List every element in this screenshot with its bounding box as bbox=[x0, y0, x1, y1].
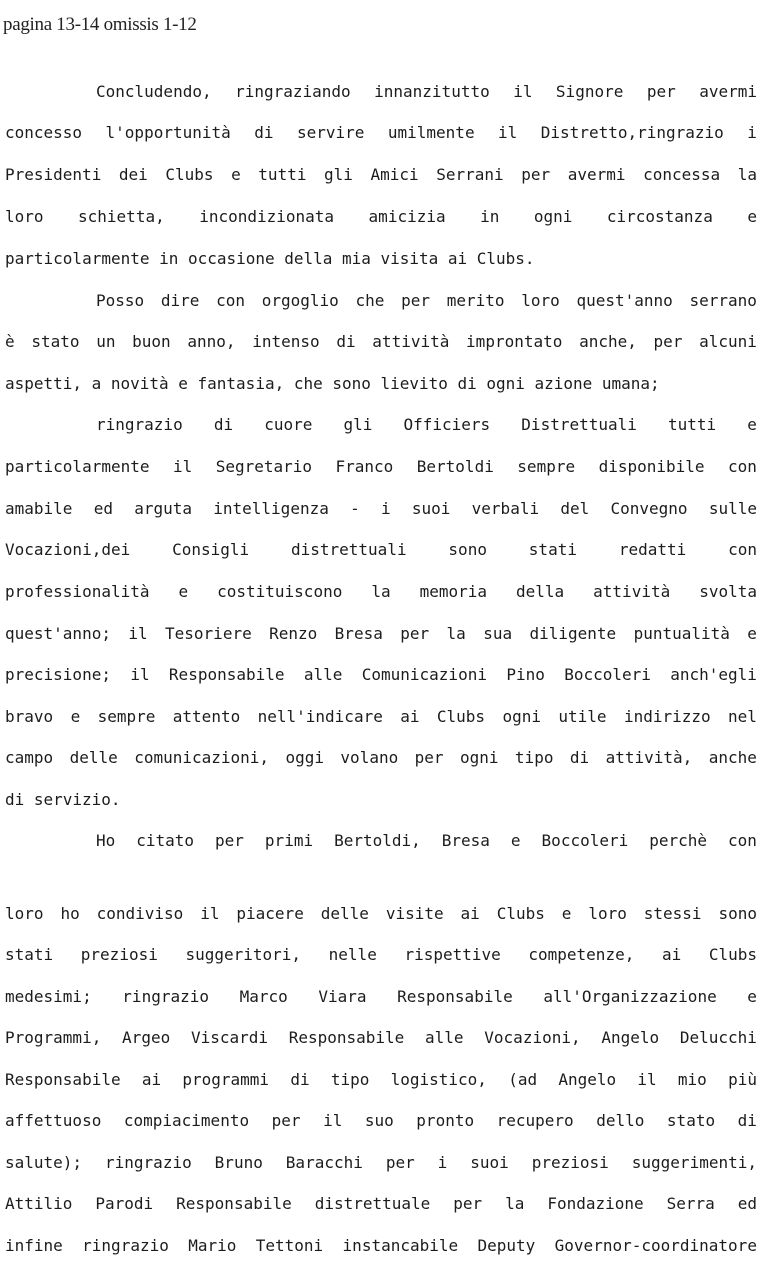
word: Serra bbox=[666, 1194, 715, 1213]
word: stati bbox=[5, 945, 54, 964]
word: Responsabile bbox=[288, 1028, 405, 1047]
word: per bbox=[521, 165, 551, 184]
word: recupero bbox=[496, 1111, 574, 1130]
word: e bbox=[231, 165, 241, 184]
word: amicizia bbox=[368, 207, 446, 226]
word: per bbox=[401, 291, 430, 310]
word: comunicazioni, bbox=[134, 748, 270, 767]
word: Fondazione bbox=[547, 1194, 644, 1213]
word: loro bbox=[5, 207, 44, 226]
word: il bbox=[637, 1070, 657, 1089]
word: arguta bbox=[134, 499, 192, 518]
word: Clubs bbox=[708, 945, 757, 964]
word: ai bbox=[400, 707, 420, 726]
word: e bbox=[510, 831, 521, 850]
word: verbali bbox=[471, 499, 540, 518]
word: competenze, bbox=[528, 945, 635, 964]
word: Boccoleri bbox=[564, 665, 651, 684]
word: Vocazioni, bbox=[484, 1028, 581, 1047]
word: Franco bbox=[335, 457, 394, 476]
word: campo bbox=[5, 748, 54, 767]
word: Angelo bbox=[558, 1070, 617, 1089]
word: di bbox=[254, 123, 274, 142]
word: l'opportunità bbox=[105, 123, 231, 142]
word: quest'anno bbox=[576, 291, 673, 310]
word: ai bbox=[661, 945, 682, 964]
word: i bbox=[747, 123, 757, 142]
word: stato bbox=[31, 332, 80, 351]
word: con bbox=[728, 831, 757, 850]
word: costituiscono bbox=[217, 582, 343, 601]
word: umilmente bbox=[387, 123, 475, 142]
word: preziosi bbox=[531, 1153, 609, 1172]
word: anche bbox=[708, 748, 757, 767]
word: sono bbox=[332, 374, 371, 393]
word: improntato bbox=[466, 332, 563, 351]
word: con bbox=[216, 291, 246, 310]
text-line bbox=[5, 1068, 757, 1092]
word: i bbox=[380, 499, 391, 518]
word: per bbox=[414, 748, 444, 767]
word: servire bbox=[296, 123, 365, 142]
word: ringraziando bbox=[235, 82, 351, 101]
word: gli bbox=[324, 165, 353, 184]
word: Boccoleri bbox=[541, 831, 629, 850]
word: all'Organizzazione bbox=[543, 987, 717, 1006]
word: salute); bbox=[5, 1153, 83, 1172]
word: (ad bbox=[508, 1070, 538, 1089]
text-line bbox=[96, 413, 757, 437]
word: rispettive bbox=[404, 945, 501, 964]
word: ed bbox=[737, 1194, 757, 1213]
word: e bbox=[178, 582, 189, 601]
word: per bbox=[453, 1194, 483, 1213]
word: Governor-coordinatore bbox=[554, 1236, 757, 1255]
text-line bbox=[5, 538, 757, 562]
word: Delucchi bbox=[679, 1028, 757, 1047]
word: attività bbox=[372, 332, 450, 351]
word: amabile bbox=[5, 499, 73, 518]
word: medesimi; bbox=[5, 987, 92, 1006]
text-line bbox=[5, 1192, 757, 1216]
word: di bbox=[336, 332, 356, 351]
word: della bbox=[284, 249, 333, 268]
text-line bbox=[5, 746, 757, 770]
word: un bbox=[96, 332, 116, 351]
text-line bbox=[5, 163, 757, 187]
word: perchè bbox=[649, 831, 708, 850]
text-line bbox=[96, 829, 757, 853]
text-line bbox=[5, 985, 757, 1009]
word: ai bbox=[141, 1070, 162, 1089]
word: Tesoriere bbox=[165, 624, 252, 643]
word: stato bbox=[666, 1111, 716, 1130]
word: Responsabile bbox=[5, 1070, 121, 1089]
word: Clubs bbox=[496, 904, 545, 923]
word: distrettuale bbox=[314, 1194, 431, 1213]
word: compiacimento bbox=[123, 1111, 250, 1130]
word: Serrani bbox=[436, 165, 504, 184]
word: Tettoni bbox=[255, 1236, 324, 1255]
word: per bbox=[215, 831, 244, 850]
word: suggeritori, bbox=[185, 945, 302, 964]
text-line bbox=[5, 247, 757, 271]
word: cuore bbox=[264, 415, 313, 434]
word: sempre bbox=[517, 457, 576, 476]
word: fantasia, bbox=[197, 374, 285, 393]
word: Clubs bbox=[436, 707, 486, 726]
word: visita bbox=[380, 249, 439, 268]
text-line bbox=[5, 1151, 757, 1175]
word: citato bbox=[136, 831, 195, 850]
word: il bbox=[498, 123, 518, 142]
word: per bbox=[271, 1111, 301, 1130]
word: a bbox=[91, 374, 102, 393]
word: del bbox=[560, 499, 590, 518]
word: il bbox=[200, 904, 220, 923]
word: il bbox=[513, 82, 533, 101]
word: avermi bbox=[567, 165, 626, 184]
word: stati bbox=[528, 540, 577, 559]
word: ogni bbox=[533, 207, 573, 226]
word: Mario bbox=[188, 1236, 237, 1255]
word: ogni bbox=[459, 748, 499, 767]
word: di bbox=[737, 1111, 757, 1130]
word: merito bbox=[446, 291, 505, 310]
word: Officiers bbox=[403, 415, 491, 434]
word: Parodi bbox=[95, 1194, 154, 1213]
word: occasione bbox=[187, 249, 275, 268]
word: intenso bbox=[252, 332, 320, 351]
word: ringrazio bbox=[82, 1236, 169, 1255]
word: Argeo bbox=[122, 1028, 171, 1047]
word: il bbox=[172, 457, 193, 476]
word: ai bbox=[460, 904, 480, 923]
word: la bbox=[737, 165, 757, 184]
word: Vocazioni,dei bbox=[5, 540, 131, 559]
word: schietta, bbox=[78, 207, 165, 226]
word: alle bbox=[303, 665, 343, 684]
word: tutti bbox=[668, 415, 717, 434]
word: disponibile bbox=[598, 457, 705, 476]
word: instancabile bbox=[342, 1236, 459, 1255]
word: precisione; bbox=[5, 665, 111, 684]
word: Bertoldi bbox=[416, 457, 494, 476]
word: particolarmente bbox=[5, 249, 150, 268]
word: suoi bbox=[411, 499, 451, 518]
word: ringrazio bbox=[105, 1153, 192, 1172]
word: incondizionata bbox=[199, 207, 335, 226]
word: tipo bbox=[330, 1070, 370, 1089]
word: novità bbox=[110, 374, 169, 393]
text-line bbox=[5, 497, 757, 521]
word: nel bbox=[728, 707, 757, 726]
word: per bbox=[385, 1153, 415, 1172]
text-line bbox=[5, 330, 757, 354]
word: professionalità bbox=[5, 582, 150, 601]
word: volano bbox=[340, 748, 399, 767]
word: della bbox=[516, 582, 565, 601]
word: circostanza bbox=[606, 207, 713, 226]
word: di bbox=[457, 374, 477, 393]
text-line bbox=[96, 80, 757, 104]
word: ai bbox=[447, 249, 468, 268]
text-line bbox=[5, 1234, 757, 1258]
word: Segretario bbox=[215, 457, 313, 476]
word: Renzo bbox=[269, 624, 318, 643]
word: aspetti, bbox=[5, 374, 83, 393]
word: affettuoso bbox=[5, 1111, 102, 1130]
word: concesso bbox=[5, 123, 83, 142]
word: loro bbox=[521, 291, 560, 310]
word: la bbox=[446, 624, 466, 643]
word: alcuni bbox=[699, 332, 757, 351]
word: quest'anno; bbox=[5, 624, 111, 643]
word: anche, bbox=[579, 332, 637, 351]
word: Distretto,ringrazio bbox=[540, 123, 724, 142]
word: Consigli bbox=[172, 540, 250, 559]
word: e bbox=[70, 707, 81, 726]
word: sulle bbox=[708, 499, 757, 518]
word: programmi bbox=[182, 1070, 270, 1089]
word: indirizzo bbox=[623, 707, 711, 726]
text-line bbox=[5, 622, 757, 646]
word: Bresa bbox=[334, 624, 383, 643]
word: per bbox=[646, 82, 676, 101]
word: la bbox=[371, 582, 391, 601]
word: oggi bbox=[285, 748, 324, 767]
text-line bbox=[5, 121, 757, 145]
text-line bbox=[5, 372, 757, 396]
word: redatti bbox=[618, 540, 687, 559]
word: stessi bbox=[643, 904, 702, 923]
word: delle bbox=[320, 904, 369, 923]
word: Viscardi bbox=[190, 1028, 268, 1047]
word: Attilio bbox=[5, 1194, 73, 1213]
word: utile bbox=[558, 707, 607, 726]
word: anch'egli bbox=[670, 665, 757, 684]
word: puntualità bbox=[633, 624, 730, 643]
word: Bertoldi, bbox=[334, 831, 421, 850]
word: Comunicazioni bbox=[361, 665, 487, 684]
word: diligente bbox=[529, 624, 617, 643]
word: loro bbox=[588, 904, 627, 923]
word: Distrettuali bbox=[521, 415, 637, 434]
word: Pino bbox=[506, 665, 545, 684]
word: di bbox=[5, 790, 25, 809]
word: e bbox=[747, 987, 757, 1006]
word: Programmi, bbox=[5, 1028, 102, 1047]
word: ringrazio bbox=[122, 987, 209, 1006]
word: di bbox=[290, 1070, 310, 1089]
word: umana; bbox=[601, 374, 660, 393]
word: lievito bbox=[380, 374, 448, 393]
word: Baracchi bbox=[285, 1153, 363, 1172]
word: dire bbox=[160, 291, 200, 310]
word: Bruno bbox=[214, 1153, 263, 1172]
text-line bbox=[5, 455, 757, 479]
word: memoria bbox=[419, 582, 488, 601]
word: Responsabile bbox=[397, 987, 513, 1006]
word: particolarmente bbox=[5, 457, 150, 476]
word: Responsabile bbox=[176, 1194, 292, 1213]
word: Marco bbox=[239, 987, 288, 1006]
word: infine bbox=[5, 1236, 63, 1255]
word: attento bbox=[172, 707, 241, 726]
word: Convegno bbox=[610, 499, 688, 518]
word: nelle bbox=[328, 945, 377, 964]
word: visite bbox=[385, 904, 444, 923]
page-header: pagina 13-14 omissis 1-12 bbox=[3, 14, 197, 35]
word: Concludendo, bbox=[96, 82, 212, 101]
word: che bbox=[293, 374, 323, 393]
word: e bbox=[747, 415, 757, 434]
word: Bresa bbox=[441, 831, 490, 850]
word: tipo bbox=[514, 748, 554, 767]
word: di bbox=[213, 415, 234, 434]
word: dello bbox=[596, 1111, 645, 1130]
word: buon bbox=[132, 332, 171, 351]
word: con bbox=[728, 457, 757, 476]
text-line bbox=[5, 1026, 757, 1050]
word: primi bbox=[264, 831, 314, 850]
word: sono bbox=[448, 540, 487, 559]
word: che bbox=[355, 291, 385, 310]
word: ringrazio bbox=[96, 415, 183, 434]
word: il bbox=[130, 665, 150, 684]
word: Responsabile bbox=[168, 665, 285, 684]
word: di bbox=[569, 748, 590, 767]
word: Amici bbox=[370, 165, 419, 184]
word: dei bbox=[118, 165, 148, 184]
word: servizio. bbox=[33, 790, 121, 809]
word: suoi bbox=[470, 1153, 509, 1172]
word: Viara bbox=[318, 987, 367, 1006]
word: gli bbox=[343, 415, 373, 434]
word: tutti bbox=[258, 165, 307, 184]
word: Signore bbox=[555, 82, 624, 101]
word: orgoglio bbox=[261, 291, 339, 310]
word: Presidenti bbox=[5, 165, 102, 184]
word: concessa bbox=[643, 165, 721, 184]
word: delle bbox=[69, 748, 118, 767]
word: il bbox=[323, 1111, 343, 1130]
word: piacere bbox=[236, 904, 304, 923]
word: con bbox=[728, 540, 757, 559]
word: Angelo bbox=[601, 1028, 660, 1047]
word: anno, bbox=[187, 332, 236, 351]
word: svolta bbox=[699, 582, 757, 601]
word: ed bbox=[93, 499, 113, 518]
word: la bbox=[505, 1194, 525, 1213]
word: sempre bbox=[97, 707, 156, 726]
word: il bbox=[128, 624, 148, 643]
word: e bbox=[747, 207, 757, 226]
word: avermi bbox=[699, 82, 757, 101]
text-line bbox=[5, 788, 757, 812]
word: Deputy bbox=[477, 1236, 536, 1255]
word: nell'indicare bbox=[257, 707, 383, 726]
word: più bbox=[728, 1070, 757, 1089]
word: i bbox=[437, 1153, 448, 1172]
word: è bbox=[5, 332, 15, 351]
word: Clubs. bbox=[476, 249, 535, 268]
text-line bbox=[5, 1109, 757, 1133]
text-line bbox=[5, 943, 757, 967]
word: e bbox=[561, 904, 572, 923]
word: preziosi bbox=[80, 945, 158, 964]
word: suggerimenti, bbox=[631, 1153, 757, 1172]
word: per bbox=[653, 332, 683, 351]
word: ho bbox=[60, 904, 80, 923]
word: ogni bbox=[486, 374, 525, 393]
word: logistico, bbox=[390, 1070, 487, 1089]
text-line bbox=[5, 705, 757, 729]
word: in bbox=[159, 249, 179, 268]
word: azione bbox=[534, 374, 593, 393]
word: Ho bbox=[96, 831, 116, 850]
word: in bbox=[480, 207, 500, 226]
word: e bbox=[747, 624, 757, 643]
text-line bbox=[5, 205, 757, 229]
word: mia bbox=[342, 249, 371, 268]
word: serrano bbox=[689, 291, 757, 310]
word: distrettuali bbox=[290, 540, 407, 559]
word: attività, bbox=[605, 748, 693, 767]
word: attività bbox=[593, 582, 671, 601]
word: innanzitutto bbox=[374, 82, 490, 101]
word: bravo bbox=[5, 707, 54, 726]
word: ogni bbox=[502, 707, 541, 726]
word: pronto bbox=[416, 1111, 475, 1130]
word: sono bbox=[718, 904, 757, 923]
word: Clubs bbox=[165, 165, 214, 184]
word: condiviso bbox=[96, 904, 184, 923]
text-line bbox=[5, 580, 757, 604]
text-line bbox=[5, 663, 757, 687]
text-line bbox=[5, 902, 757, 926]
word: mio bbox=[677, 1070, 707, 1089]
word: loro bbox=[5, 904, 44, 923]
text-line bbox=[96, 289, 757, 313]
word: sua bbox=[483, 624, 513, 643]
word: Posso bbox=[96, 291, 145, 310]
word: suo bbox=[364, 1111, 394, 1130]
word: per bbox=[400, 624, 430, 643]
word: e bbox=[178, 374, 188, 393]
word: alle bbox=[425, 1028, 464, 1047]
word: - bbox=[350, 499, 360, 518]
word: intelligenza bbox=[213, 499, 329, 518]
